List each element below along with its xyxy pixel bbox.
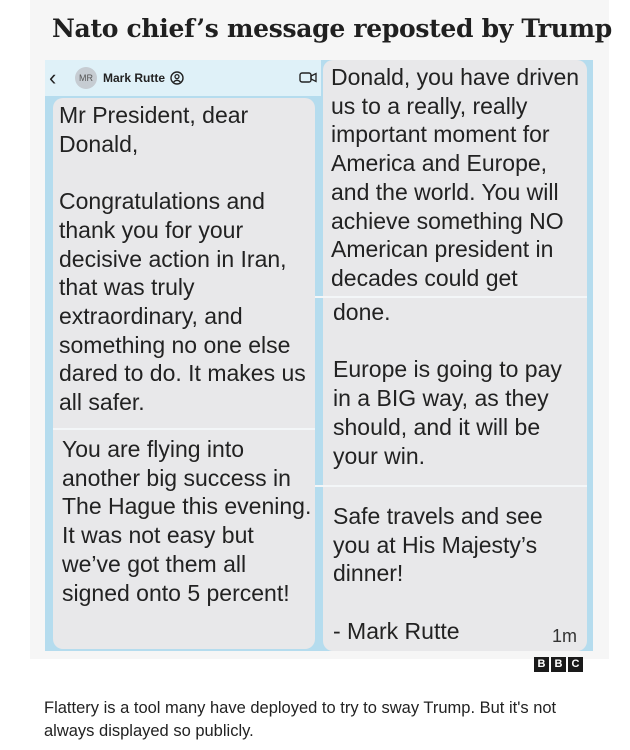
message-text: Mr President, dear Donald, Congratulations and thank you for your decisive action in Iran, that was truly extraordinary, and something no one else dared to do. It makes us all safer. [59, 102, 306, 416]
chat-header [45, 60, 321, 96]
message-text: You are flying into another big success in The Hague this evening. It was not easy but we’ve got them all signed onto 5 percent! [62, 436, 312, 606]
message-text: Safe travels and see you at His Majesty’s dinner! - Mark Rutte [333, 503, 543, 644]
chat-left-panel [45, 60, 321, 651]
chat-screenshot [45, 60, 593, 651]
chevron-left-icon[interactable]: ‹ [49, 65, 57, 90]
logo-letter: C [568, 657, 583, 672]
message-text: done. Europe is going to pay in a BIG way, as they should, and it will be your win. [333, 299, 562, 469]
message-timestamp: 1m [552, 626, 578, 646]
message-text: Donald, you have driven us to a really, really important moment for America and Europe, and the world. You will achieve something NO American president in decades could get [331, 64, 580, 291]
contact-name[interactable]: Mark Rutte [103, 71, 166, 85]
figure-title: Nato chief’s message reposted by Trump [52, 14, 612, 43]
divider [315, 485, 587, 487]
avatar[interactable]: MR [75, 67, 97, 89]
bbc-logo [534, 657, 583, 672]
image-caption: Flattery is a tool many have deployed to try to sway Trump. But it's not always displayed so publicly. [44, 699, 557, 740]
logo-letter: B [534, 657, 549, 672]
video-camera-icon[interactable] [299, 71, 317, 89]
logo-letter: B [551, 657, 566, 672]
divider [53, 428, 315, 430]
contact-card-icon[interactable] [170, 71, 184, 85]
